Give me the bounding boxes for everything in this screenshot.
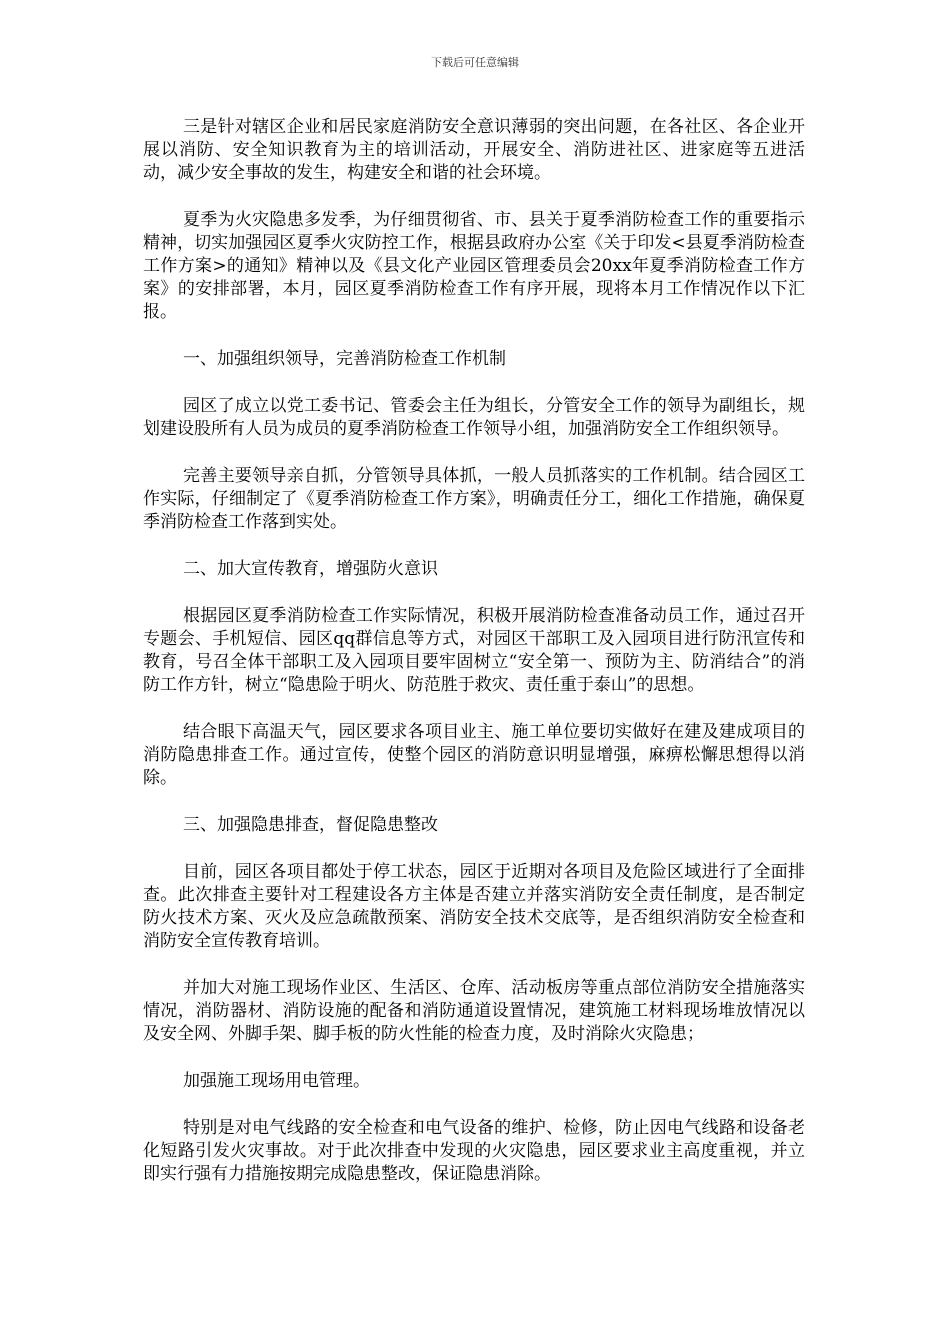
paragraph: 根据园区夏季消防检查工作实际情况，积极开展消防检查准备动员工作，通过召开专题会、手机短信、园区qq群信息等方式，对园区干部职工及入园项目进行防汛宣传和教育，号召全体干部职工及入园项目要牢固树立“安全第一、预防为主、防消结合”的消防工作方针，树立“隐患险于明火、防范胜于救灾、责任重于泰山”的思想。	[143, 606, 805, 695]
paragraph: 三是针对辖区企业和居民家庭消防安全意识薄弱的突出问题，在各社区、各企业开展以消防、安全知识教育为主的培训活动，开展安全、消防进社区、进家庭等五进活动，减少安全事故的发生，构建安全和谐的社会环境。	[143, 117, 805, 183]
paragraph: 特别是对电气线路的安全检查和电气设备的维护、检修，防止因电气线路和设备老化短路引发火灾事故。对于此次排查中发现的火灾隐患，园区要求业主高度重视，并立即实行强有力措施按期完成隐患整改，保证隐患消除。	[143, 1118, 805, 1184]
paragraph: 夏季为火灾隐患多发季，为仔细贯彻省、市、县关于夏季消防检查工作的重要指示精神，切实加强园区夏季火灾防控工作，根据县政府办公室《关于印发<县夏季消防检查工作方案>的通知》精神以及《县文化产业园区管理委员会20xx年夏季消防检查工作方案》的安排部署，本月，园区夏季消防检查工作有序开展，现将本月工作情况作以下汇报。	[143, 210, 805, 322]
page-header: 下载后可任意编辑	[431, 56, 519, 69]
section-heading: 二、加大宣传教育，增强防火意识	[183, 559, 438, 579]
paragraph: 并加大对施工现场作业区、生活区、仓库、活动板房等重点部位消防安全措施落实情况，消防器材、消防设施的配备和消防通道设置情况，建筑施工材料现场堆放情况以及安全网、外脚手架、脚手板的防火性能的检查力度，及时消除火灾隐患；	[143, 978, 805, 1044]
paragraph: 结合眼下高温天气，园区要求各项目业主、施工单位要切实做好在建及建成项目的消防隐患排查工作。通过宣传，使整个园区的消防意识明显增强，麻痹松懈思想得以消除。	[143, 722, 805, 788]
section-heading: 三、加强隐患排查，督促隐患整改	[183, 815, 438, 835]
paragraph: 完善主要领导亲自抓，分管领导具体抓，一般人员抓落实的工作机制。结合园区工作实际，仔细制定了《夏季消防检查工作方案》，明确责任分工，细化工作措施，确保夏季消防检查工作落到实处。	[143, 466, 805, 532]
section-heading: 一、加强组织领导，完善消防检查工作机制	[183, 349, 506, 369]
document-body	[143, 116, 805, 1210]
paragraph: 加强施工现场用电管理。	[183, 1071, 370, 1091]
paragraph: 目前，园区各项目都处于停工状态，园区于近期对各项目及危险区域进行了全面排查。此次排查主要针对工程建设各方主体是否建立并落实消防安全责任制度，是否制定防火技术方案、灭火及应急疏散预案、消防安全技术交底等，是否组织消防安全检查和消防安全宣传教育培训。	[143, 862, 805, 951]
paragraph: 园区了成立以党工委书记、管委会主任为组长，分管安全工作的领导为副组长，规划建设股所有人员为成员的夏季消防检查工作领导小组，加强消防安全工作组织领导。	[143, 396, 805, 439]
